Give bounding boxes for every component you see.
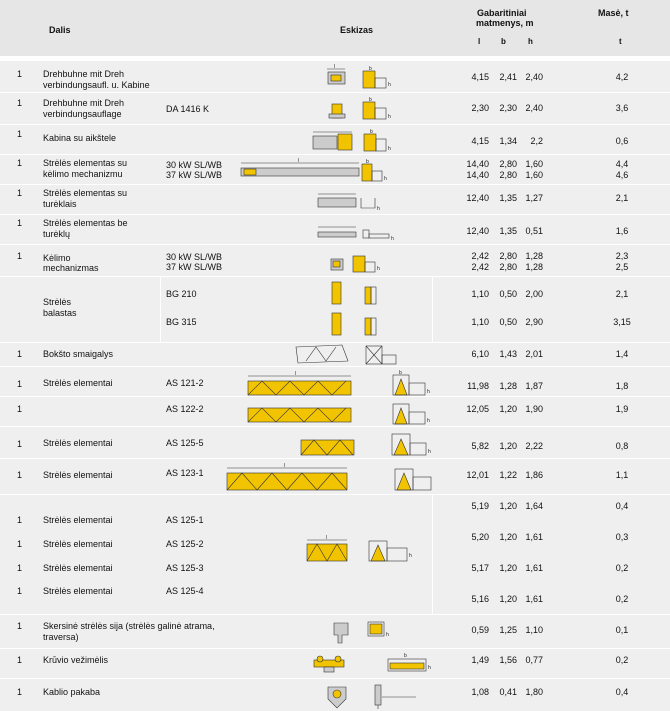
dim-l: 12,40 (466, 226, 489, 236)
header-sketch: Eskizas (340, 25, 374, 35)
mass: 2,1 (615, 289, 629, 299)
header-t: t (619, 37, 622, 46)
header-dims-title: Gabaritiniai (477, 8, 527, 18)
qty: 1 (17, 69, 23, 79)
mass: 3,6 (615, 103, 629, 113)
dim-l: 12,05 (466, 404, 489, 414)
dim-h: 1,27 (525, 193, 543, 203)
model: AS 121-2 (166, 378, 204, 388)
mass: 1,1 (615, 470, 629, 480)
dim-l: 4,15 (471, 72, 489, 82)
cell-divider (432, 277, 433, 343)
part-name: Strėlės elementai (43, 586, 113, 596)
table-row (0, 648, 670, 678)
mass: 1,9 (615, 404, 629, 414)
dim-h: 1,90 (525, 404, 543, 414)
qty: 1 (17, 98, 23, 108)
model: 30 kW SL/WB (166, 160, 223, 170)
mass: 2,1 (615, 193, 629, 203)
svg-text:h: h (428, 449, 431, 455)
table-row (0, 92, 670, 124)
dim-b: 1,20 (499, 594, 517, 604)
qty: 1 (17, 158, 23, 168)
dim-b-2: 2,80 (499, 170, 517, 180)
model: AS 123-1 (166, 468, 204, 478)
sketch-ballast-bg315 (328, 312, 388, 338)
qty: 1 (17, 379, 23, 389)
dim-h: 1,10 (525, 625, 543, 635)
model-line2: BG 315 (166, 317, 197, 327)
svg-text:b: b (366, 159, 369, 165)
model: AS 125-4 (166, 586, 204, 596)
dim-b: 2,80 (499, 159, 517, 169)
svg-text:h: h (388, 146, 391, 152)
dim-b: 2,80 (499, 251, 517, 261)
dim-b-2: 2,80 (499, 262, 517, 272)
sketch-cabin (310, 128, 400, 154)
dim-b: 1,20 (499, 404, 517, 414)
svg-text:b: b (369, 97, 372, 103)
sketch-jib-crossbeam (330, 618, 400, 646)
svg-text:h: h (388, 114, 391, 120)
svg-text:h: h (384, 176, 387, 182)
table-row (0, 214, 670, 244)
model-line2: 37 kW SL/WB (166, 170, 223, 180)
dim-b: 2,30 (499, 103, 517, 113)
sketch-jib-section-as123-1 (224, 463, 439, 493)
dim-h: 0,51 (525, 226, 543, 236)
sketch-jib-with-railing (315, 188, 400, 214)
header-b: b (501, 37, 506, 46)
dim-h: 1,80 (525, 687, 543, 697)
table-row (0, 244, 670, 276)
mass: 0,1 (615, 625, 629, 635)
qty: 1 (17, 687, 23, 697)
mass: 0,6 (615, 136, 629, 146)
table-row (0, 366, 670, 396)
dim-l: 12,40 (466, 193, 489, 203)
svg-text:h: h (388, 82, 391, 88)
table-row (0, 426, 670, 458)
svg-text:h: h (377, 206, 380, 212)
svg-text:b: b (370, 129, 373, 135)
mass: 0,8 (615, 441, 629, 451)
svg-text:b: b (399, 370, 402, 376)
mass: 4,2 (615, 72, 629, 82)
dim-b: 0,50 (499, 289, 517, 299)
dim-l: 5,20 (471, 532, 489, 542)
qty: 1 (17, 129, 23, 139)
svg-text:l: l (334, 64, 336, 70)
dim-l: 0,59 (471, 625, 489, 635)
mass: 1,8 (615, 381, 629, 391)
part-name: Strėlės elementai (43, 438, 113, 448)
part-name-line2: turėklais (43, 199, 77, 209)
part-name: Bokšto smaigalys (43, 349, 114, 359)
mass-2: 3,15 (613, 317, 631, 327)
sketch-jib-section-as125-5 (298, 431, 438, 457)
dim-b: 1,25 (499, 625, 517, 635)
sketch-ballast-bg210 (328, 281, 388, 307)
dim-h: 0,77 (525, 655, 543, 665)
svg-text:h: h (409, 553, 412, 559)
sketch-jib-with-hoist (238, 158, 403, 184)
dim-b: 1,20 (499, 501, 517, 511)
qty: 1 (17, 515, 23, 525)
mass: 0,2 (615, 563, 629, 573)
dim-l: 11,98 (467, 381, 489, 391)
dim-h: 1,64 (525, 501, 543, 511)
dim-b: 1,20 (499, 532, 517, 542)
dim-h: 2,00 (525, 289, 543, 299)
qty: 1 (17, 470, 23, 480)
part-name-line2: balastas (43, 308, 77, 318)
part-name-line2: traversa) (43, 632, 79, 642)
dim-h: 1,61 (525, 532, 543, 542)
part-name: Kablio pakaba (43, 687, 101, 697)
dim-h: 2,01 (525, 349, 543, 359)
mass: 0,2 (615, 655, 629, 665)
dim-h: 1,60 (525, 159, 543, 169)
mass: 0,2 (615, 594, 629, 604)
part-name-line2: verbindungsaufl. u. Kabine (43, 80, 150, 90)
dim-b: 2,41 (499, 72, 517, 82)
dim-l: 5,82 (471, 441, 489, 451)
part-name: Strėlės elementai (43, 378, 113, 388)
dim-b: 1,20 (499, 441, 517, 451)
qty: 1 (17, 655, 23, 665)
model: 30 kW SL/WB (166, 252, 223, 262)
table-row (0, 154, 670, 184)
part-name-line2: kėlimo mechanizmu (43, 169, 123, 179)
qty: 1 (17, 349, 23, 359)
model-line2: 37 kW SL/WB (166, 262, 223, 272)
svg-text:h: h (428, 665, 431, 671)
qty: 1 (17, 586, 23, 596)
header-l: l (478, 37, 481, 46)
mass: 4,4 (615, 159, 629, 169)
model: AS 122-2 (166, 404, 204, 414)
mass: 1,4 (615, 349, 629, 359)
part-name: Krūvio vežimėlis (43, 655, 109, 665)
svg-text:b: b (369, 66, 372, 72)
part-name: Strėlės elementai (43, 563, 113, 573)
model: DA 1416 K (166, 104, 210, 114)
header-part: Dalis (49, 25, 71, 35)
table-header (0, 0, 670, 56)
dim-b: 1,35 (499, 193, 517, 203)
part-name: Drehbuhne mit Dreh (43, 69, 125, 79)
sketch-tower-head (292, 343, 407, 367)
table-row (0, 458, 670, 494)
model: BG 210 (166, 289, 197, 299)
qty: 1 (17, 218, 23, 228)
qty: 1 (17, 621, 23, 631)
part-name-line2: turėklų (43, 229, 71, 239)
part-name: Strėlės elementas su (43, 188, 128, 198)
model: AS 125-5 (166, 438, 204, 448)
dim-h: 2,22 (525, 441, 543, 451)
svg-text:h: h (391, 236, 394, 242)
part-name: Strėlės elementas be (43, 218, 128, 228)
dim-l-2: 14,40 (466, 170, 489, 180)
model: AS 125-3 (166, 563, 204, 573)
dim-l: 5,16 (471, 594, 489, 604)
dim-h: 1,61 (525, 594, 543, 604)
part-name: Strėlės elementai (43, 470, 113, 480)
qty: 1 (17, 404, 23, 414)
qty: 1 (17, 539, 23, 549)
dim-b: 1,28 (499, 381, 517, 391)
sketch-slewing-platform (325, 96, 400, 122)
header-mass: Masė, t (598, 8, 629, 18)
sketch-jib-section-as125 (304, 535, 424, 565)
table-row (0, 614, 670, 648)
model: AS 125-1 (166, 515, 204, 525)
model: AS 125-2 (166, 539, 204, 549)
mass-2: 2,5 (615, 262, 629, 272)
dim-l: 5,17 (471, 563, 489, 573)
table-row (0, 678, 670, 711)
svg-text:l: l (284, 463, 286, 469)
part-name: Strėlės elementai (43, 539, 113, 549)
mass: 0,4 (615, 687, 629, 697)
mass-2: 4,6 (615, 170, 629, 180)
sketch-jib-without-railing (315, 218, 400, 244)
dim-h: 1,61 (525, 563, 543, 573)
part-name: Skersinė strėlės sija (strėlės galinė atrama, (43, 621, 215, 631)
svg-text:h: h (386, 632, 389, 638)
sketch-hook-block (320, 681, 420, 711)
mass: 0,3 (615, 532, 629, 542)
dim-h-2: 1,60 (525, 170, 543, 180)
mass: 0,4 (615, 501, 629, 511)
dim-l-2: 2,42 (471, 262, 489, 272)
dim-h: 1,86 (525, 470, 543, 480)
part-name: Strėlės elementas su (43, 158, 128, 168)
svg-text:l: l (326, 535, 328, 541)
mass: 1,6 (615, 226, 629, 236)
dim-h-2: 2,90 (525, 317, 543, 327)
svg-text:h: h (427, 418, 430, 424)
table-row (0, 276, 670, 342)
dim-h: 2,40 (525, 103, 543, 113)
header-h: h (528, 37, 533, 46)
part-name-line2: verbindungsauflage (43, 109, 122, 119)
sketch-trolley (310, 651, 460, 679)
dim-l: 5,19 (471, 501, 489, 511)
dim-h: 2,40 (525, 72, 543, 82)
dim-b: 1,56 (499, 655, 517, 665)
qty: 1 (17, 251, 23, 261)
dim-h: 2,2 (530, 136, 543, 146)
part-name: Kėlimo (43, 253, 71, 263)
qty: 1 (17, 563, 23, 573)
part-name: Strėlės (43, 297, 72, 307)
dim-l: 2,42 (471, 251, 489, 261)
sketch-slewing-platform-cabin (325, 64, 400, 90)
mass: 2,3 (615, 251, 629, 261)
table-row (0, 396, 670, 426)
dim-b: 1,43 (499, 349, 517, 359)
dim-b-2: 0,50 (499, 317, 517, 327)
part-name: Drehbuhne mit Dreh (43, 98, 125, 108)
header-dims-title2: matmenys, m (476, 18, 534, 28)
dim-b: 1,22 (499, 470, 517, 480)
dim-b: 1,34 (499, 136, 517, 146)
dim-l: 1,10 (471, 289, 489, 299)
sketch-hoist-mechanism (325, 248, 400, 274)
part-name-line2: mechanizmas (43, 263, 99, 273)
dim-l: 4,15 (471, 136, 489, 146)
dim-b: 1,35 (499, 226, 517, 236)
dim-l: 6,10 (471, 349, 489, 359)
dim-l: 1,49 (471, 655, 489, 665)
table-row (0, 60, 670, 92)
cell-divider (432, 495, 433, 615)
svg-text:l: l (298, 158, 300, 164)
cell-divider (160, 277, 161, 343)
dim-l: 2,30 (471, 103, 489, 113)
dim-h: 1,87 (525, 381, 543, 391)
svg-text:b: b (404, 653, 407, 659)
table-row (0, 184, 670, 214)
svg-text:h: h (377, 266, 380, 272)
svg-text:h: h (427, 389, 430, 395)
sketch-jib-section-as122-2 (245, 400, 435, 426)
dim-h: 1,28 (525, 251, 543, 261)
dim-b: 0,41 (499, 687, 517, 697)
table-row-group (0, 494, 670, 614)
table-row (0, 124, 670, 154)
part-name: Kabina su aikštele (43, 133, 117, 143)
svg-text:l: l (295, 371, 297, 377)
table-row (0, 342, 670, 366)
dim-h-2: 1,28 (525, 262, 543, 272)
sketch-jib-section-as121-2 (245, 371, 435, 397)
dim-l: 12,01 (466, 470, 489, 480)
dim-l: 1,08 (471, 687, 489, 697)
dim-b: 1,20 (499, 563, 517, 573)
qty: 1 (17, 188, 23, 198)
dim-l: 14,40 (466, 159, 489, 169)
dim-l-2: 1,10 (471, 317, 489, 327)
qty: 1 (17, 439, 23, 449)
part-name: Strėlės elementai (43, 515, 113, 525)
